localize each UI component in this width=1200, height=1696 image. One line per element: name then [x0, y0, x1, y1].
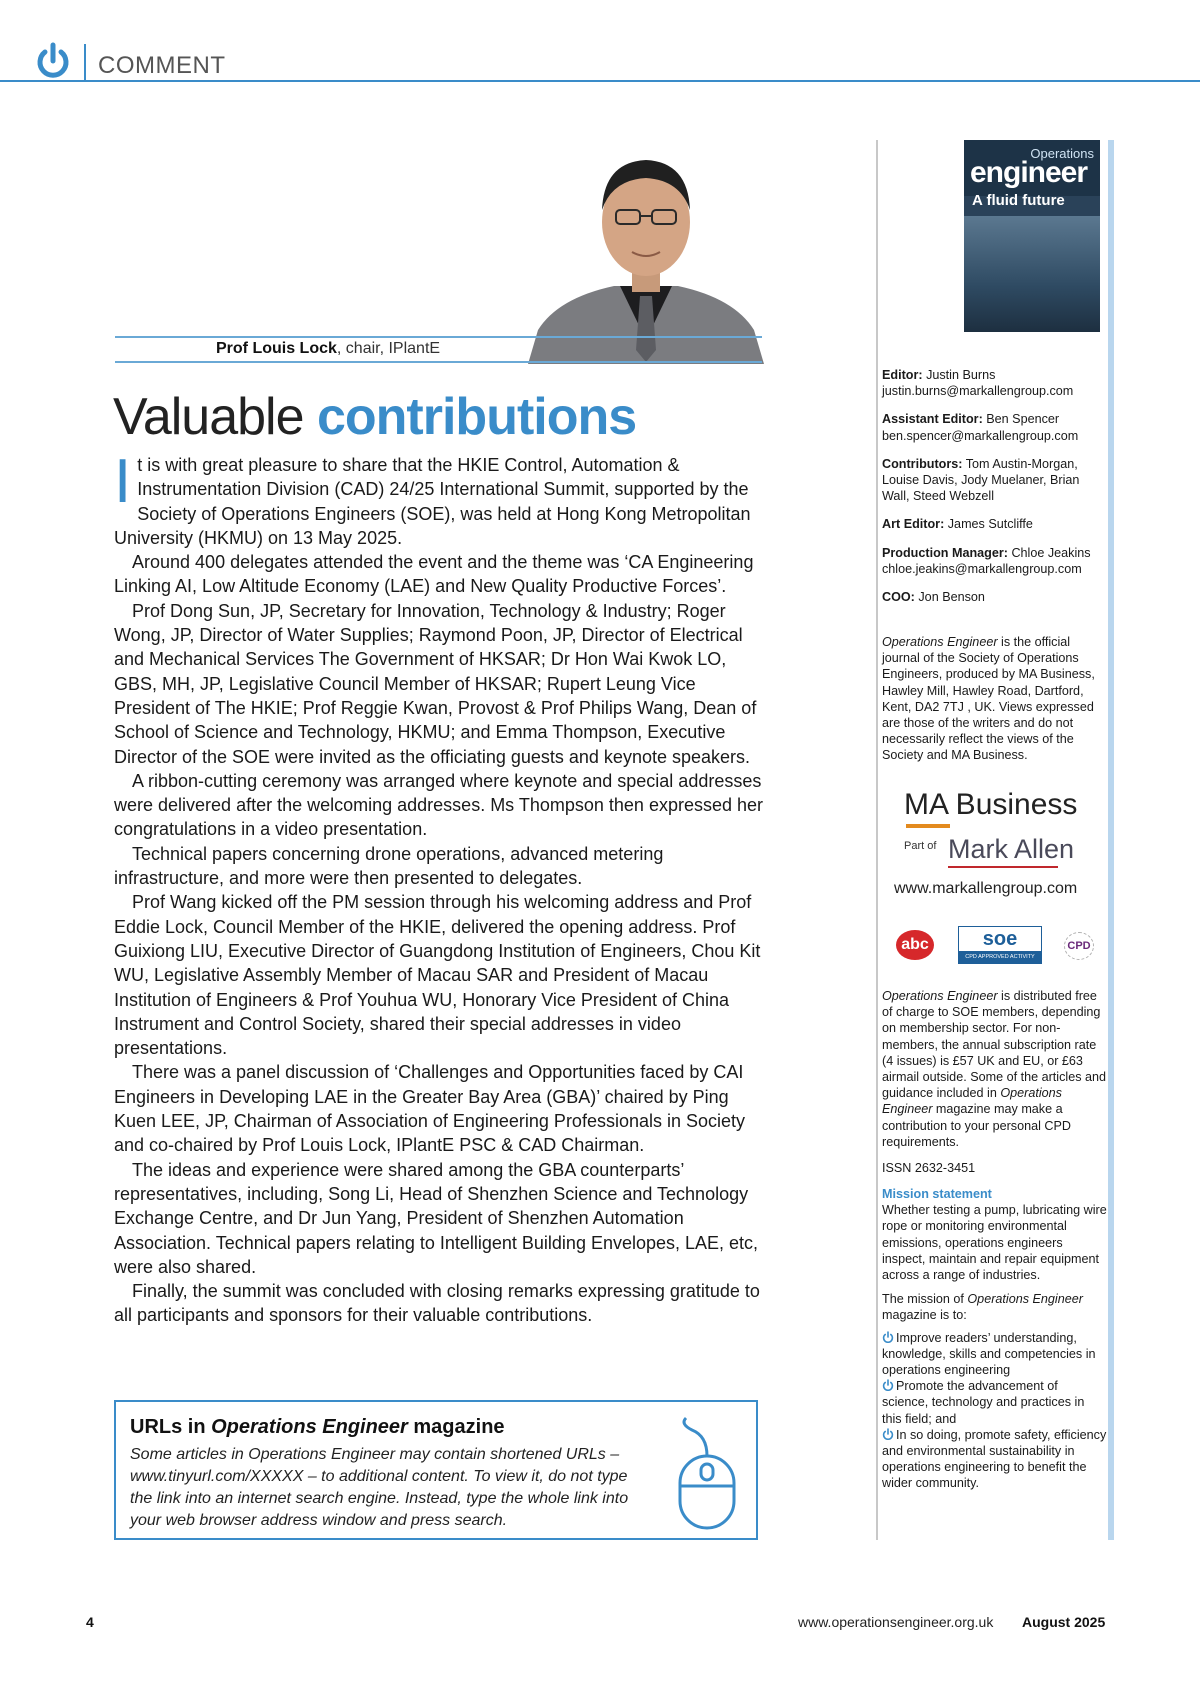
assistant-editor-credit — [882, 411, 1107, 443]
footer-url[interactable]: www.operationsengineer.org.uk — [798, 1614, 994, 1630]
cover-brand-main: engineer — [970, 156, 1088, 189]
masthead-credits — [882, 367, 1107, 605]
distribution-text-2: magazine may make a contribution to your personal CPD requirements. — [882, 1102, 1072, 1149]
editor-email: justin.burns@markallengroup.com — [882, 384, 1074, 399]
mission-intro-b: Operations Engineer — [967, 1292, 1083, 1307]
mission-text: Whether testing a pump, lubricating wire rope or monitoring environmental emissions, operations engineers inspect, maintain and repair equipment across a range of industries. — [882, 1203, 1107, 1283]
mission-statement — [882, 1186, 1107, 1492]
power-bullet-icon — [882, 1331, 894, 1343]
mission-intro-a: The mission of — [882, 1292, 968, 1307]
coo-name: Jon Benson — [914, 590, 985, 605]
article-paragraph: Prof Dong Sun, JP, Secretary for Innovation, Technology & Industry; Roger Wong, JP, Director of Water Supplies; Raymond Poon, JP, Director of Electrical and Mechanical Services The Government of HKSAR; Dr Hon Wai Kwok LO, GBS, MH, JP, Legislative Council Member of HKSAR; Rupert Leung Vice President of The HKIE; Prof Reggie Kwan, Provost & Prof Philips Wang, Dean of School of Science and Technology, HKMU; and Emma Thompson, Executive Director of the SOE were invited as the officiating guests and keynote speakers. — [114, 600, 757, 767]
about-magazine — [882, 634, 1107, 764]
assistant-editor-label: Assistant Editor: — [882, 412, 983, 427]
issn: ISSN 2632-3451 — [882, 1161, 976, 1176]
power-bullet-icon — [882, 1379, 894, 1391]
article-paragraph: There was a panel discussion of ‘Challenges and Opportunities faced by CAI Engineers in Developing LAE in the Greater Bay Area (GBA)’ chaired by Ping Kuen LEE, JP, Chairman of Association of Engineering Professionals in Society and co-chaired by Prof Louis Lock, IPlantE PSC & CAD Chairman. — [114, 1062, 746, 1156]
header-divider — [84, 44, 86, 82]
distribution-mag-name-2: Operations Engineer — [882, 1086, 1062, 1117]
article-paragraph: Technical papers concerning drone operations, advanced metering infrastructure, and more were then presented to delegates. — [114, 843, 664, 889]
production-manager-credit — [882, 545, 1107, 577]
url-notice-text: Some articles in Operations Engineer may contain shortened URLs – www.tinyurl.com/XXXXX – to additional content. To view it, do not type the link into an internet search engine. Instead, type the whole link into your web browser address window and press search. — [130, 1446, 629, 1529]
assistant-editor-email: ben.spencer@markallengroup.com — [882, 428, 1079, 443]
author-portrait — [528, 140, 764, 364]
article-paragraph: Prof Wang kicked off the PM session through his welcoming address and Prof Eddie Lock, Council Member of the HKIE, delivered the opening address. Prof Guixiong LIU, Executive Director of Guangdong Institution of Engineers, Chou Kit WU, Legislative Assembly Member of Macau SAR and President of Macau Institution of Engineers & Prof Youhua WU, Honorary Vice President of China Instrument and Control Society, shared their special addresses in video presentations. — [114, 892, 761, 1059]
contributors-credit — [882, 456, 1107, 505]
sidebar-divider — [876, 140, 878, 1540]
url-title-b: Operations Engineer — [211, 1416, 408, 1438]
article-paragraph — [114, 447, 766, 550]
url-notice-title — [130, 1416, 505, 1439]
soe-cpd-logo — [958, 926, 1042, 964]
headline-part-1: Valuable — [113, 388, 317, 446]
article-headline — [113, 387, 636, 447]
distribution-text — [882, 988, 1107, 1150]
article-paragraph: The ideas and experience were shared among the GBA counterparts’ representatives, including, Song Li, Head of Shenzhen Science and Technology Exchange Centre, and Dr Jun Yang, President of Shenzhen Automation Association. Technical papers relating to Intelligent Building Envelopes, LAE, etc, were also shared. — [114, 1159, 759, 1277]
distribution-mag-name: Operations Engineer — [882, 989, 998, 1003]
mission-item — [882, 1330, 1107, 1379]
production-manager-label: Production Manager: — [882, 545, 1008, 560]
mission-intro-c: magazine is to: — [882, 1308, 967, 1323]
art-editor-label: Art Editor: — [882, 517, 945, 532]
production-manager-email: chloe.jeakins@markallengroup.com — [882, 561, 1082, 576]
editor-label: Editor: — [882, 368, 923, 382]
mission-intro — [882, 1291, 1107, 1323]
coo-credit — [882, 589, 1107, 605]
mark-allen-logo: Mark Allen — [948, 834, 1075, 864]
mark-allen-underline — [948, 866, 1058, 868]
header-rule — [0, 80, 1200, 82]
art-editor-credit — [882, 516, 1107, 532]
footer-date: August 2025 — [1022, 1614, 1106, 1630]
mission-heading: Mission statement — [882, 1187, 992, 1201]
cover-brand-top: Operations — [1030, 146, 1094, 161]
mission-item-text: Promote the advancement of science, technology and practices in this field; and — [882, 1379, 1085, 1426]
author-name: Prof Louis Lock — [216, 340, 337, 357]
mission-item — [882, 1378, 1107, 1427]
cpd-member-logo: CPD — [1064, 932, 1094, 960]
publisher-url: www.markallengroup.com — [894, 880, 1078, 897]
soe-logo-text: soe — [982, 928, 1018, 950]
production-manager-name: Chloe Jeakins — [1007, 545, 1091, 560]
about-mag-name: Operations Engineer — [882, 635, 998, 649]
ma-business-logo: MA Business — [904, 788, 1078, 821]
first-paragraph-text: t is with great pleasure to share that the HKIE Control, Automation & Instrumentation Division (CAD) 24/25 International Summit, supported by the Society of Operations Engineers (SOE), was held at Hong Kong Metropolitan University (HKMU) on 13 May 2025. — [114, 455, 751, 548]
sidebar-accent-bar — [1108, 140, 1114, 1540]
about-text: is the official journal of the Society of Operations Engineers, produced by MA Business, Hawley Mill, Hawley Road, Dartford, Kent, DA2 7TJ , UK. Views expressed are those of the writers and do not necessarily reflect the views of the Society and MA Business. — [882, 635, 1095, 763]
abc-logo: abc — [896, 930, 934, 960]
computer-mouse-icon — [672, 1416, 742, 1530]
contributors-label: Contributors: — [882, 456, 963, 471]
soe-logo-subtext: CPD APPROVED ACTIVITY — [959, 951, 1041, 963]
headline-part-2: contributions — [316, 388, 637, 446]
section-title: COMMENT — [98, 52, 226, 79]
art-editor-name: James Sutcliffe — [944, 517, 1033, 532]
distribution-text-1: is distributed free of charge to SOE members, depending on membership sector. For non-members, the annual subscription rate (4 issues) is £57 UK and EU, or £63 airmail outside. Some of the articles and guidance included in — [882, 989, 1107, 1101]
author-role: , chair, IPlantE — [336, 340, 441, 357]
url-title-a: URLs in — [130, 1416, 212, 1438]
editor-credit — [882, 367, 1107, 399]
author-caption — [216, 340, 440, 358]
mission-item-text: Improve readers’ understanding, knowledge, skills and competencies in operations engineering — [882, 1330, 1096, 1378]
editor-name: Justin Burns — [922, 368, 996, 382]
drop-cap: I — [114, 447, 132, 516]
assistant-editor-name: Ben Spencer — [982, 412, 1060, 427]
caption-rule-top — [115, 336, 762, 338]
article-paragraph: A ribbon-cutting ceremony was arranged where keynote and special addresses were delivered after the welcoming addresses. Ms Thompson then expressed her congratulations in a video presentation. — [114, 770, 764, 840]
mission-item — [882, 1427, 1107, 1492]
contributors-names: Tom Austin-Morgan, Louise Davis, Jody Muelaner, Brian Wall, Steed Webzell — [882, 456, 1080, 504]
url-notice-box — [114, 1400, 758, 1540]
coo-label: COO: — [882, 590, 915, 605]
article-paragraph: Around 400 delegates attended the event and the theme was ‘CA Engineering Linking AI, Low Altitude Economy (LAE) and New Quality Productive Forces’. — [114, 552, 754, 597]
power-icon — [35, 42, 71, 80]
ma-business-underline — [906, 824, 950, 828]
cover-image — [964, 216, 1100, 332]
part-of-label: Part of — [904, 840, 937, 852]
caption-rule-bottom — [115, 361, 762, 363]
mission-item-text: In so doing, promote safety, efficiency and environmental sustainability in operations engineering to benefit the wider community. — [882, 1427, 1107, 1491]
article-paragraph: Finally, the summit was concluded with closing remarks expressing gratitude to all participants and sponsors for their valuable contributions. — [114, 1281, 760, 1326]
cover-headline: A fluid future — [972, 192, 1065, 209]
page-number: 4 — [86, 1614, 94, 1630]
url-title-c: magazine — [407, 1416, 505, 1438]
magazine-cover — [964, 140, 1100, 332]
power-bullet-icon — [882, 1428, 894, 1440]
distribution-info — [882, 988, 1107, 1176]
article-body — [114, 447, 766, 1328]
